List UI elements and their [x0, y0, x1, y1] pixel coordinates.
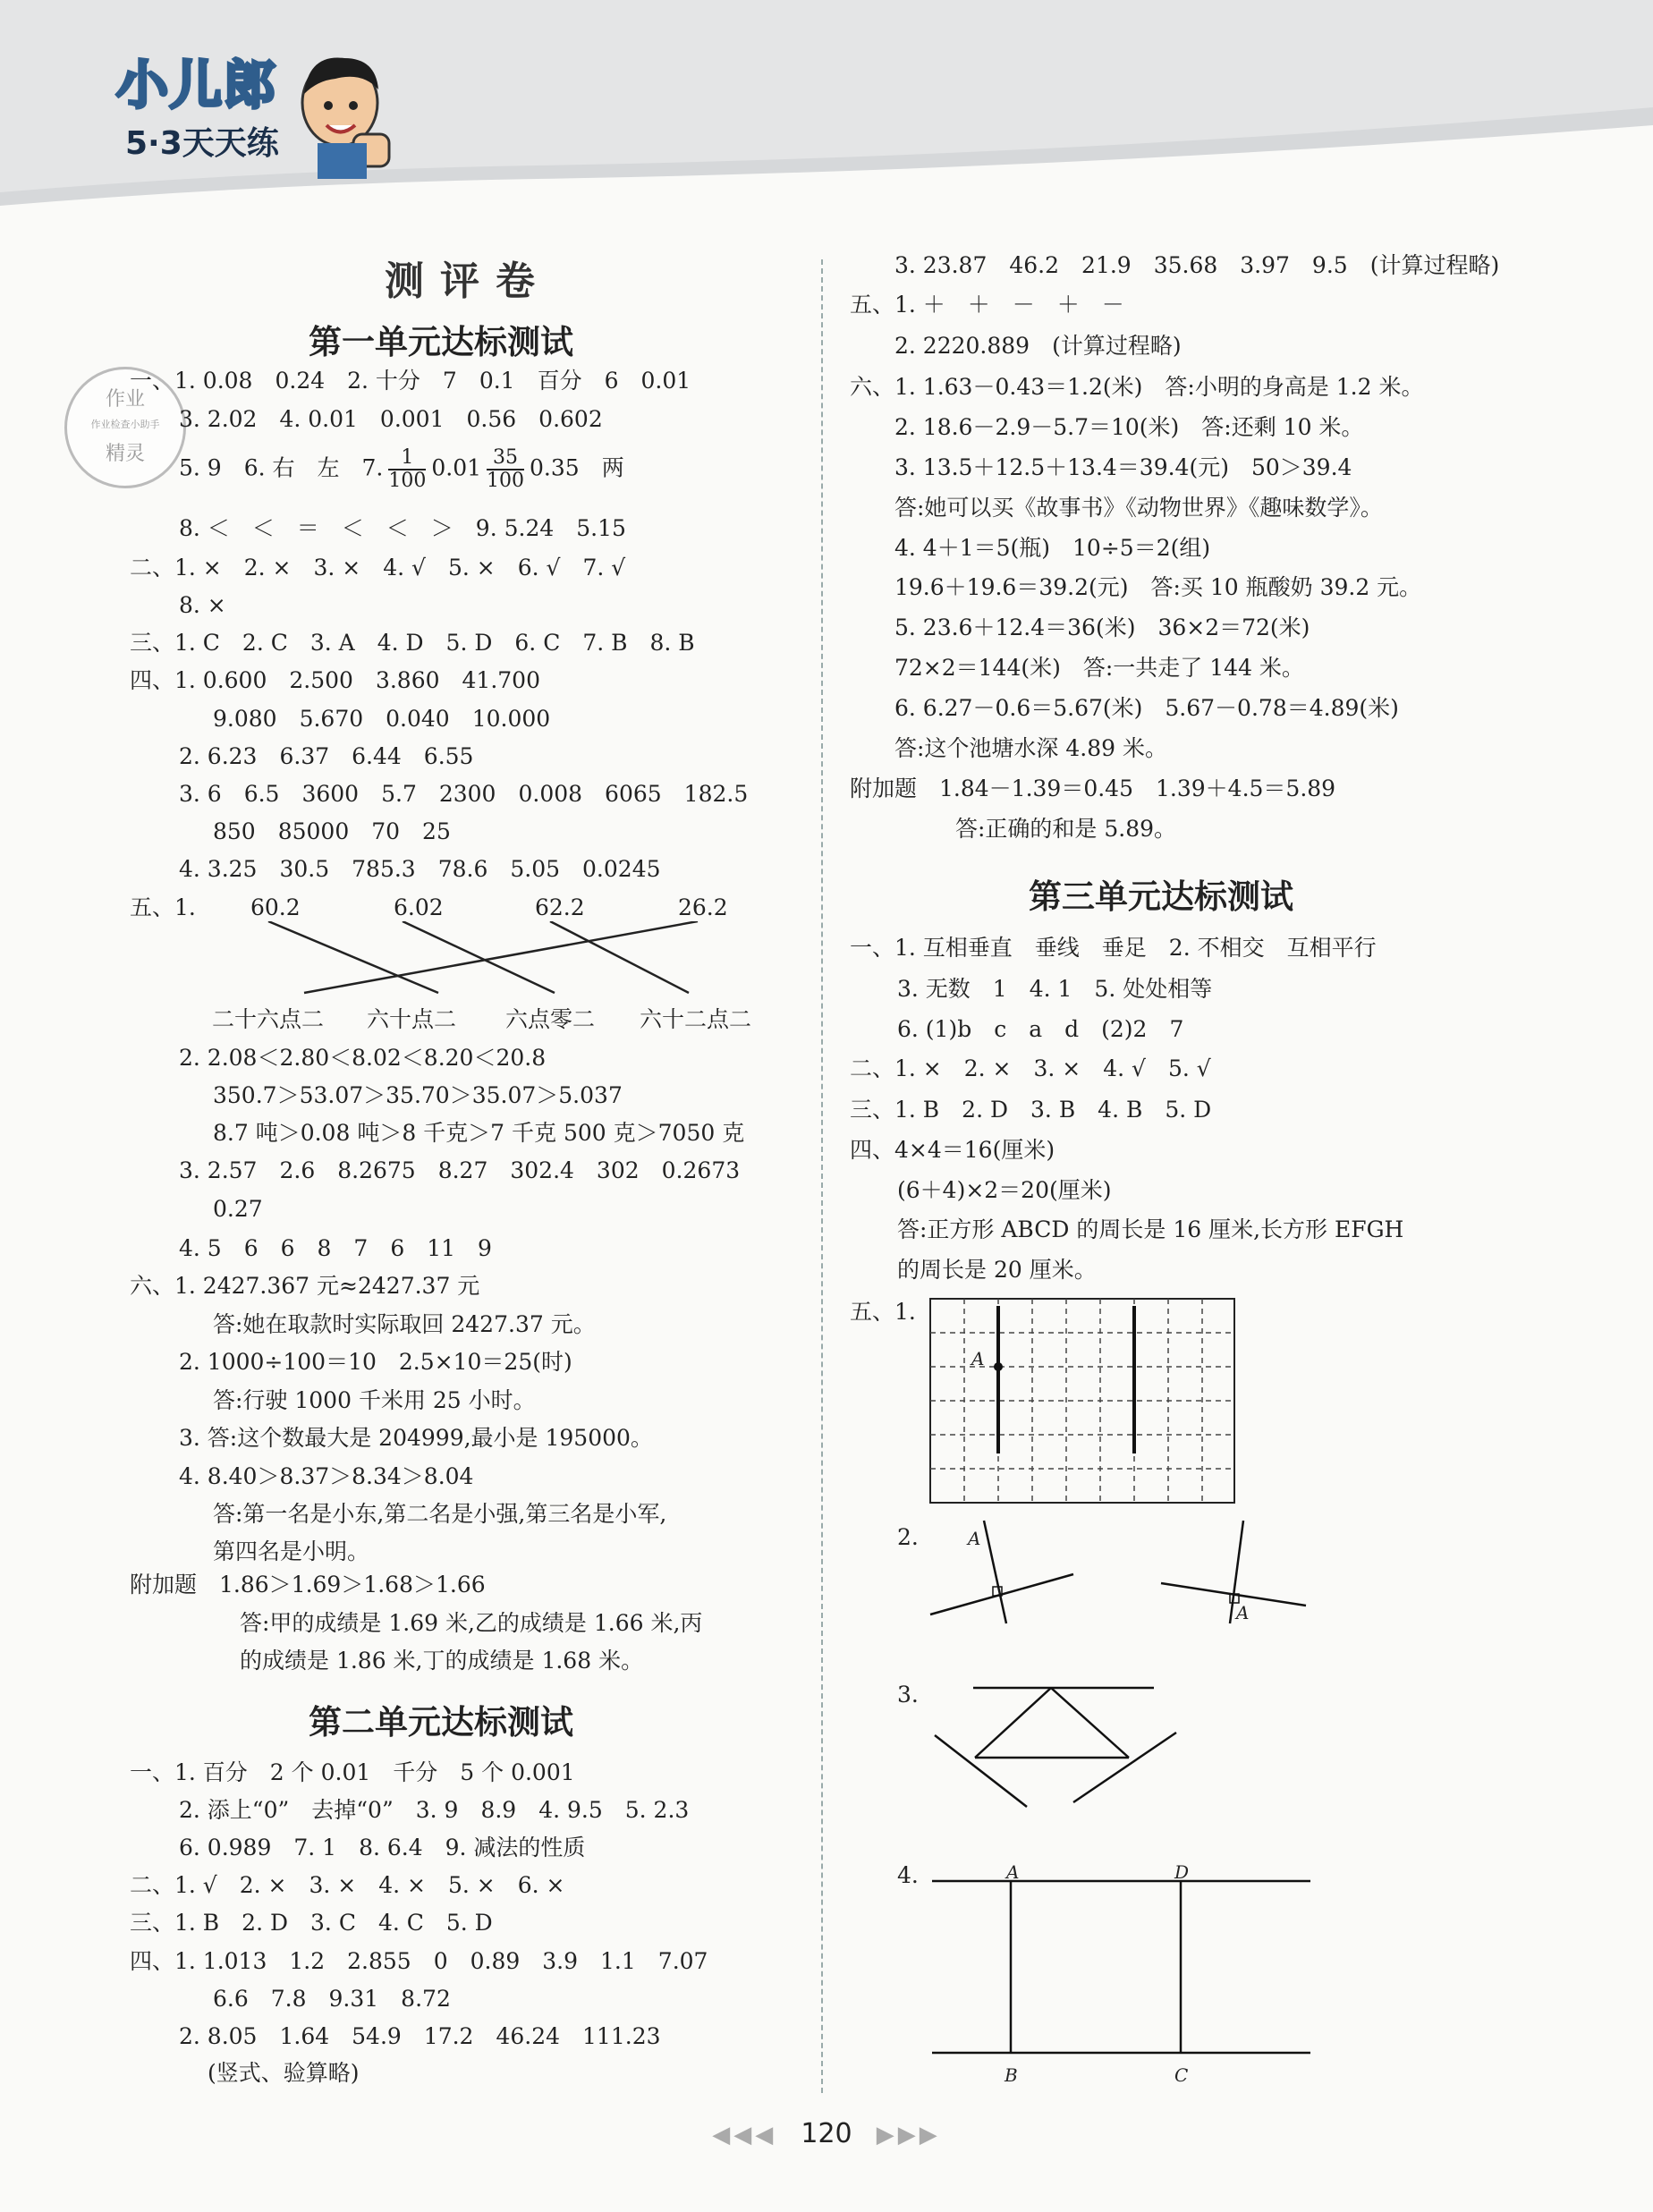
- fraction-num: 1: [388, 447, 426, 470]
- answer-line: 6. (1)b c a d (2)2 7: [897, 1016, 1184, 1042]
- answer-line: 答:正确的和是 5.89。: [955, 816, 1177, 842]
- answer-line: 4. 8.40＞8.37＞8.34＞8.04: [179, 1463, 474, 1489]
- fraction-den: 100: [487, 470, 525, 492]
- answer-line: 2. 8.05 1.64 54.9 17.2 46.24 111.23: [179, 2023, 661, 2049]
- answer-line: 8. ＜ ＜ ＝ ＜ ＜ ＞ 9. 5.24 5.15: [179, 515, 626, 541]
- answer-line: 6.6 7.8 9.31 8.72: [213, 1986, 451, 2012]
- answer-line: 2. 2220.889 (计算过程略): [894, 333, 1182, 359]
- answer-line: 答:正方形 ABCD 的周长是 16 厘米,长方形 EFGH: [897, 1216, 1404, 1242]
- answer-text: 0.35 两: [530, 454, 624, 481]
- brand-title: 小儿郎: [116, 55, 278, 115]
- column-divider: [821, 259, 823, 2093]
- answer-line: 8.7 吨＞0.08 吨＞8 千克＞7 千克 500 克＞7050 克: [213, 1120, 745, 1146]
- point-a-label: A: [968, 1528, 981, 1549]
- answer-line: 附加题 1.86＞1.69＞1.68＞1.66: [130, 1572, 486, 1598]
- answer-line: 第四名是小明。: [213, 1538, 370, 1564]
- answer-line: 6. 0.989 7. 1 8. 6.4 9. 减法的性质: [179, 1835, 586, 1860]
- point-d-label: D: [1174, 1861, 1190, 1883]
- answer-line: 的成绩是 1.86 米,丁的成绩是 1.68 米。: [240, 1648, 644, 1674]
- answer-line: 4. 5 6 6 8 7 6 11 9: [179, 1235, 492, 1261]
- answer-text: 5. 9 6. 右 左 7.: [179, 454, 384, 481]
- answer-line: 三、1. B 2. D 3. B 4. B 5. D: [850, 1097, 1212, 1123]
- answer-line: 9.080 5.670 0.040 10.000: [213, 706, 551, 732]
- left-arrows: ◀◀◀: [712, 2122, 777, 2148]
- answer-line: 2. 1000÷100＝10 2.5×10＝25(时): [179, 1349, 572, 1375]
- unit3-title: 第三单元达标测试: [1029, 877, 1293, 916]
- stamp-line3: 精灵: [105, 443, 145, 465]
- answer-line: 3. 23.87 46.2 21.9 35.68 3.97 9.5 (计算过程略): [894, 252, 1500, 278]
- answer-line: 五、1.: [130, 894, 196, 920]
- answer-line: 二、1. √ 2. × 3. × 4. × 5. × 6. ×: [130, 1872, 565, 1898]
- parallel-figure: [930, 1677, 1181, 1820]
- right-arrows: ▶▶▶: [876, 2122, 941, 2148]
- match-bottom-3: 六十二点二: [640, 1006, 752, 1032]
- answer-line: 答:甲的成绩是 1.69 米,乙的成绩是 1.66 米,丙: [240, 1610, 703, 1636]
- stamp-line2: 作业检查小助手: [90, 419, 160, 430]
- match-top-1: 6.02: [394, 894, 444, 920]
- rectangle-figure: [930, 1874, 1324, 2062]
- answer-line: 的周长是 20 厘米。: [897, 1257, 1097, 1283]
- answer-line: 3. 2.02 4. 0.01 0.001 0.56 0.602: [179, 406, 603, 432]
- answer-line: 三、1. B 2. D 3. C 4. C 5. D: [130, 1910, 493, 1936]
- answer-line: 4.: [897, 1862, 919, 1888]
- match-bottom-2: 六点零二: [505, 1006, 596, 1032]
- answer-line: 附加题 1.84－1.39＝0.45 1.39＋4.5＝5.89: [850, 775, 1336, 801]
- answer-line: 一、1. 互相垂直 垂线 垂足 2. 不相交 互相平行: [850, 935, 1377, 961]
- fraction: [388, 447, 426, 492]
- fraction-den: 100: [388, 470, 427, 492]
- answer-line: 二、1. × 2. × 3. × 4. √ 5. × 6. √ 7. √: [130, 555, 626, 581]
- page-number: 120: [801, 2118, 852, 2149]
- match-top-0: 60.2: [250, 894, 301, 920]
- answer-line: 2. 添上“0” 去掉“0” 3. 9 8.9 4. 9.5 5. 2.3: [179, 1797, 690, 1823]
- answer-line: 答:她在取款时实际取回 2427.37 元。: [213, 1311, 596, 1337]
- answer-line: 五、1.: [850, 1299, 916, 1325]
- answer-line: 2.: [897, 1524, 919, 1550]
- answer-line: 答:行驶 1000 千米用 25 小时。: [213, 1387, 536, 1413]
- answer-line: 答:这个池塘水深 4.89 米。: [894, 735, 1167, 761]
- answer-line: 3. 13.5＋12.5＋13.4＝39.4(元) 50＞39.4: [894, 454, 1352, 480]
- match-bottom-1: 六十点二: [367, 1006, 457, 1032]
- answer-line: 72×2＝144(米) 答:一共走了 144 米。: [894, 655, 1304, 681]
- answer-line: 2. 6.23 6.37 6.44 6.55: [179, 743, 474, 769]
- fraction: [487, 447, 524, 492]
- answer-line: 六、1. 2427.367 元≈2427.37 元: [130, 1273, 480, 1299]
- answer-line: 3. 2.57 2.6 8.2675 8.27 302.4 302 0.2673: [179, 1157, 741, 1183]
- section-title: 测评卷: [385, 258, 551, 304]
- answer-line: 一、1. 0.08 0.24 2. 十分 7 0.1 百分 6 0.01: [130, 368, 691, 394]
- answer-text: 0.01: [431, 454, 482, 481]
- answer-line: 4. 3.25 30.5 785.3 78.6 5.05 0.0245: [179, 856, 661, 882]
- answer-line: 四、1. 0.600 2.500 3.860 41.700: [130, 667, 540, 693]
- answer-line: 350.7＞53.07＞35.70＞35.07＞5.037: [213, 1082, 623, 1108]
- answer-line: 2. 18.6－2.9－5.7＝10(米) 答:还剩 10 米。: [894, 414, 1364, 440]
- match-bottom-0: 二十六点二: [212, 1006, 325, 1032]
- answer-line: 答:她可以买《故事书》《动物世界》《趣味数学》。: [894, 495, 1383, 521]
- answer-line: 3. 6 6.5 3600 5.7 2300 0.008 6065 182.5: [179, 781, 749, 807]
- match-top-3: 26.2: [678, 894, 728, 920]
- answer-line: 8. ×: [179, 592, 226, 618]
- answer-line: 六、1. 1.63－0.43＝1.2(米) 答:小明的身高是 1.2 米。: [850, 374, 1424, 400]
- answer-line-fractions: [179, 447, 624, 492]
- match-top-2: 62.2: [535, 894, 585, 920]
- answer-line: 二、1. × 2. × 3. × 4. √ 5. √: [850, 1055, 1211, 1081]
- answer-line: 4. 4＋1＝5(瓶) 10÷5＝2(组): [894, 535, 1211, 561]
- unit1-title: 第一单元达标测试: [309, 323, 573, 361]
- answer-line: (竖式、验算略): [208, 2060, 360, 2086]
- point-a-label: A: [1006, 1861, 1020, 1883]
- perpendicular-figure: [921, 1512, 1342, 1628]
- answer-line: 3. 无数 1 4. 1 5. 处处相等: [897, 976, 1213, 1002]
- stamp-line1: 作业: [105, 388, 145, 411]
- point-c-label: C: [1174, 2064, 1189, 2086]
- unit2-title: 第二单元达标测试: [309, 1703, 573, 1742]
- answer-line: 五、1. ＋ ＋ － ＋ －: [850, 292, 1124, 318]
- answer-line: 19.6＋19.6＝39.2(元) 答:买 10 瓶酸奶 39.2 元。: [894, 574, 1422, 600]
- fraction-num: 35: [487, 447, 524, 470]
- page-footer: [0, 2118, 1653, 2149]
- answer-line: 0.27: [213, 1196, 263, 1222]
- answer-line: 6. 6.27－0.6＝5.67(米) 5.67－0.78＝4.89(米): [894, 695, 1399, 721]
- answer-line: 四、1. 1.013 1.2 2.855 0 0.89 3.9 1.1 7.07: [130, 1948, 708, 1974]
- answer-line: 答:第一名是小东,第二名是小强,第三名是小军,: [213, 1501, 667, 1527]
- answer-line: 3.: [897, 1682, 919, 1708]
- answer-line: 一、1. 百分 2 个 0.01 千分 5 个 0.001: [130, 1759, 575, 1785]
- point-b-label: B: [1005, 2064, 1018, 2086]
- grid-figure: [928, 1297, 1238, 1507]
- page-header: [0, 0, 1653, 224]
- point-a-label: A: [1236, 1602, 1250, 1623]
- answer-line: 5. 23.6＋12.4＝36(米) 36×2＝72(米): [894, 614, 1310, 640]
- answer-line: 四、4×4＝16(厘米): [850, 1137, 1055, 1163]
- matching-lines: [250, 921, 751, 1002]
- answer-line: 三、1. C 2. C 3. A 4. D 5. D 6. C 7. B 8. B: [130, 630, 695, 656]
- answer-line: 2. 2.08＜2.80＜8.02＜8.20＜20.8: [179, 1045, 547, 1071]
- answer-line: 3. 答:这个数最大是 204999,最小是 195000。: [179, 1425, 653, 1451]
- point-a-label: A: [971, 1348, 985, 1369]
- answer-line: 850 85000 70 25: [213, 818, 451, 844]
- answer-line: (6＋4)×2＝20(厘米): [897, 1177, 1112, 1203]
- brand-subtitle: 5·3天天练: [125, 125, 279, 162]
